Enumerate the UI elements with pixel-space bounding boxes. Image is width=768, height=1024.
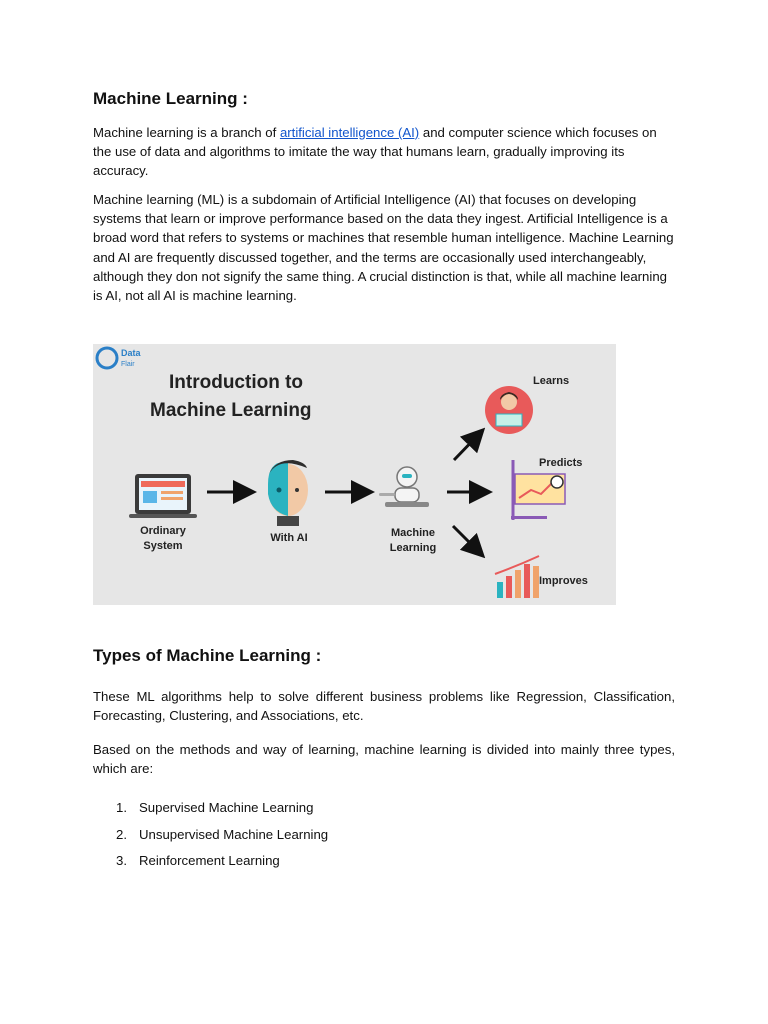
node-ordinary-line2: System (143, 540, 183, 552)
reader-avatar-icon (485, 386, 533, 434)
figure-title-line1: Introduction to (169, 372, 304, 393)
chart-board-icon (511, 460, 565, 520)
paragraph-1 (93, 123, 675, 181)
laptop-icon (129, 474, 197, 518)
list-item (93, 798, 675, 825)
output-improves: Improves (539, 575, 588, 587)
types-list-container (93, 798, 675, 878)
logo-text-1: Data (121, 348, 141, 358)
list-item (93, 825, 675, 852)
logo-text-2: Flair (121, 361, 135, 368)
logo-ring-icon (97, 348, 117, 368)
paragraph-4 (93, 740, 675, 778)
list-item-number: 2. (116, 826, 127, 842)
heading-types-of-ml: Types of Machine Learning : (93, 646, 322, 665)
node-ml-line1: Machine (390, 527, 436, 539)
growth-bars-icon (495, 556, 539, 598)
paragraph-2 (93, 190, 675, 305)
figure-title-line2: Machine Learning (150, 400, 312, 421)
heading-machine-learning: Machine Learning : (93, 89, 248, 108)
intro-text-after: and computer science which focuses on the use of data and algorithms to imitate the way that humans learn, gradually improving its accuracy. (93, 125, 657, 179)
node-ai: With AI (270, 532, 308, 544)
list-item (93, 851, 675, 878)
list-item-number: 3. (116, 853, 127, 868)
robot-icon (379, 467, 429, 507)
list-item-number: 1. (116, 800, 127, 815)
list-item-label: Supervised Machine Learning (139, 800, 314, 815)
methods-paragraph: Based on the methods and way of learning, machine learning is divided into mainly three types, which are: (93, 742, 675, 777)
types-list (93, 798, 675, 878)
section-types (93, 646, 675, 666)
list-item-label: Unsupervised Machine Learning (139, 826, 329, 842)
intro-paragraph (93, 123, 675, 181)
ml-definition-paragraph: Machine learning (ML) is a subdomain of Artificial Intelligence (AI) that focuses on developing systems that learn or improve performance based on the data they ingest. Artificial Intelligence is a broad word that refers to systems or machines that resemble human intelligence. Machine Learning and AI are frequently discussed together, and the terms are occasionally used interchangeably, although they don not signify the same thing. A crucial distinction is that, while all machine learning is AI, not all AI is machine learning. (93, 192, 674, 304)
algorithms-paragraph: These ML algorithms help to solve different business problems like Regression, Classification, Forecasting, Clustering, and Associations, etc. (93, 689, 675, 724)
ai-head-icon (268, 460, 308, 526)
node-ordinary-line1: Ordinary (140, 525, 186, 537)
list-item-label: Reinforcement Learning (139, 853, 280, 868)
section-machine-learning (93, 89, 675, 109)
ai-link[interactable]: artificial intelligence (AI) (279, 125, 420, 140)
intro-text-before: Machine learning is a branch of (93, 125, 280, 140)
output-learns: Learns (533, 375, 570, 387)
diagram-svg (93, 344, 616, 605)
output-predicts: Predicts (539, 457, 583, 469)
arrow-to-improves (453, 526, 481, 554)
paragraph-3 (93, 687, 675, 725)
dataflair-logo (97, 348, 142, 368)
arrow-to-learns (454, 432, 481, 460)
intro-ml-diagram (93, 344, 616, 605)
node-ml-line2: Learning (389, 542, 437, 554)
